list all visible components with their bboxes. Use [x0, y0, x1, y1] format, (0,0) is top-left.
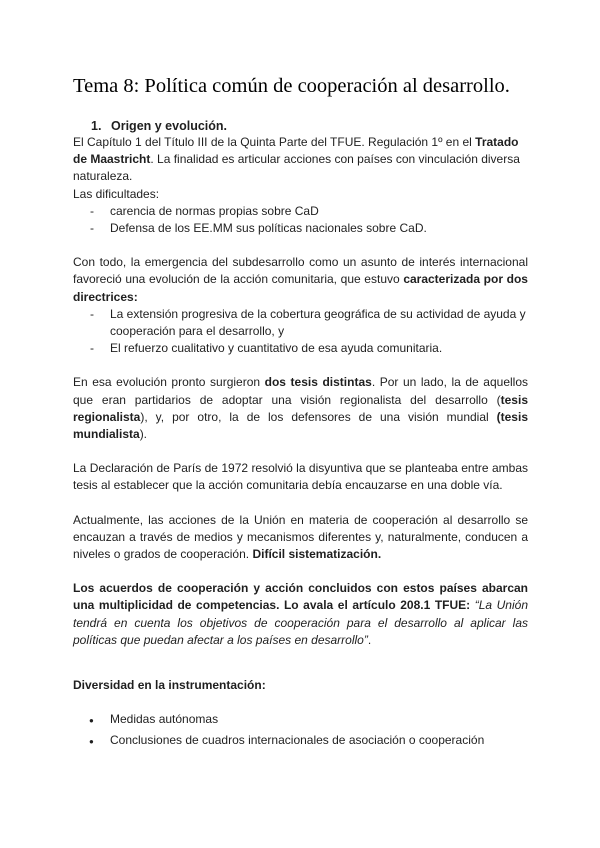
list-item: ● Conclusiones de cuadros internacionales de asociación o cooperación — [73, 732, 528, 749]
diversity-heading: Diversidad en la instrumentación: — [73, 678, 266, 693]
document-body — [73, 72, 528, 754]
diversity-list — [73, 711, 528, 749]
paragraph-acuerdos: Los acuerdos de cooperación y acción concluidos con estos países abarcan una multiplicidad de competencias. Lo avala el artículo 208.1 TFUE: “La Unión tendrá en cuenta los objetivos de cooperación para el desarrollo al aplicar las políticas que puedan afectar a los países en desarrollo”. — [73, 581, 528, 647]
list-item: - El refuerzo cualitativo y cuantitativo de esa ayuda comunitaria. — [73, 340, 528, 357]
paragraph-evolution: Con todo, la emergencia del subdesarrollo como un asunto de interés internacional favoreció una evolución de la acción comunitaria, que estuvo caracterizada por dos directrices: — [73, 255, 528, 304]
difficulties-list — [73, 203, 528, 237]
section-title: Origen y evolución. — [111, 119, 227, 133]
section-number: 1. — [91, 119, 102, 133]
bold-maastricht: Tratado de Maastricht — [73, 135, 519, 167]
paragraph-origin: El Capítulo 1 del Título III de la Quinta Parte del TFUE. Regulación 1º en el Tratado de Maastricht. La finalidad es articular acciones con países con vinculación diversa naturaleza. — [73, 135, 520, 184]
paragraph-tesis: En esa evolución pronto surgieron dos tesis distintas. Por un lado, la de aquellos que eran partidarios de adoptar una visión regionalista del desarrollo (tesis regionalista), y, por otro, la de los defensores de una visión mundial (tesis mundialista). — [73, 375, 528, 442]
directives-list — [73, 306, 528, 358]
bold-directrices: caracterizada por dos directrices: — [73, 272, 528, 304]
paragraph-paris: La Declaración de París de 1972 resolvió la disyuntiva que se planteaba entre ambas tesis al establecer que la acción comunitaria debía encauzarse en una doble vía. — [73, 461, 528, 493]
list-item: - carencia de normas propias sobre CaD — [73, 203, 528, 220]
difficulties-label: Las dificultades: — [73, 186, 160, 201]
list-item: - Defensa de los EE.MM sus políticas nacionales sobre CaD. — [73, 220, 528, 237]
paragraph-actualmente: Actualmente, las acciones de la Unión en materia de cooperación al desarrollo se encauzan a través de medios y mecanismos diferentes y, naturalmente, conducen a niveles o grados de cooperación. Difícil sistematización. — [73, 512, 528, 562]
page-title: Tema 8: Política común de cooperación al desarrollo. — [73, 75, 510, 97]
list-item: - La extensión progresiva de la cobertura geográfica de su actividad de ayuda y cooperación para el desarrollo, y — [73, 306, 528, 340]
list-item: ● Medidas autónomas — [73, 711, 528, 728]
quote-208: “La Unión tendrá en cuenta los objetivos de cooperación para el desarrollo al aplicar las políticas que puedan afectar a los países en desarrollo” — [73, 598, 528, 647]
section-heading — [91, 118, 528, 134]
